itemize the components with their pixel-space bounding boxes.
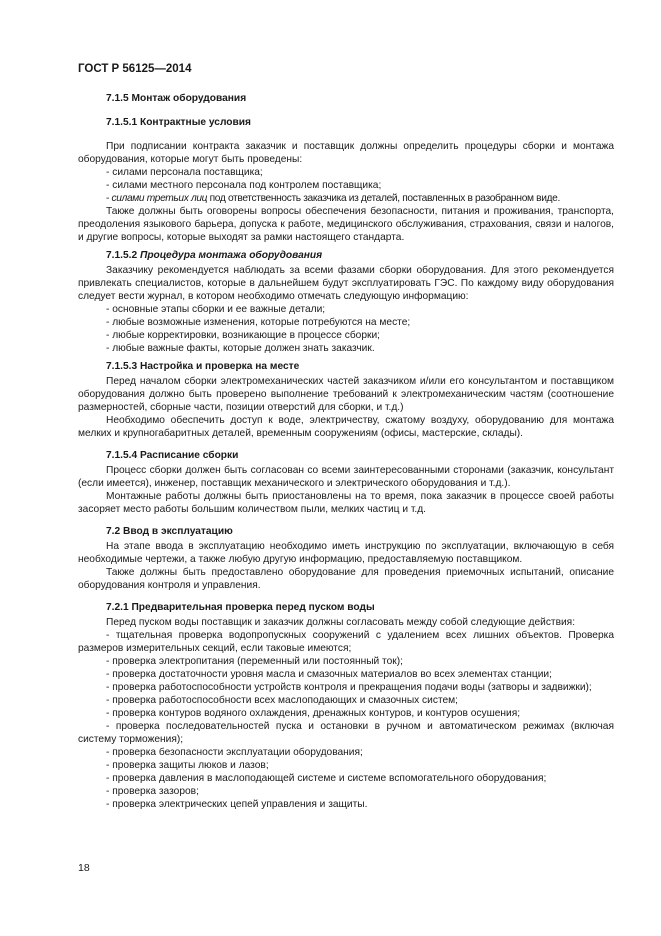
section-7-1-5-1-title: 7.1.5.1 Контрактные условия: [106, 117, 252, 128]
list-item: - проверка последовательностей пуска и остановки в ручном и автоматическом режимах (включая систему торможения);: [78, 721, 614, 745]
paragraph: При подписании контракта заказчик и поставщик должны определить процедуры сборки и монтажа оборудования, которые могут быть проведены:: [78, 141, 614, 165]
standard-header: ГОСТ Р 56125—2014: [78, 63, 192, 75]
list-item: [78, 192, 614, 205]
list-item: - проверка контуров водяного охлаждения, дренажных контуров, и контуров осушения;: [106, 708, 521, 719]
list-item: - проверка достаточности уровня масла и смазочных материалов во всех элементах станции;: [106, 669, 552, 680]
list-item: - тщательная проверка водопропускных сооружений с удалением всех лишних объектов. Проверка размеров измерительных секций, если таковые имеются;: [78, 630, 614, 654]
section-7-1-5-title: 7.1.5 Монтаж оборудования: [106, 93, 247, 104]
list-item: - любые возможные изменения, которые потребуются на месте;: [106, 317, 411, 328]
section-7-1-5-3-title: 7.1.5.3 Настройка и проверка на месте: [106, 361, 300, 372]
section-title-italic: Процедура монтажа оборудования: [140, 250, 323, 261]
list-item: - любые важные факты, которые должен знать заказчик.: [106, 343, 375, 354]
paragraph: Также должны быть оговорены вопросы обеспечения безопасности, питания и проживания, транспорта, преодоления языкового барьера, допуска к работе, медицинского обслуживания, страхования, связи и налогов, и другие вопросы, которые выходят за рамки настоящего стандарта.: [78, 206, 614, 243]
list-item: - проверка безопасности эксплуатации оборудования;: [106, 747, 363, 758]
paragraph: Процесс сборки должен быть согласован со всеми заинтересованными сторонами (заказчик, консультант (если имеется), инженер, поставщик механического и электрического оборудования и т.д.).: [78, 465, 614, 489]
section-7-1-5-2-title: [78, 249, 614, 262]
section-7-1-5-4-title: 7.1.5.4 Расписание сборки: [106, 450, 239, 461]
paragraph: Перед началом сборки электромеханических частей заказчиком и/или его консультантом и поставщиком оборудования должно быть проверено выполнение требований к электромеханическим частям (соотношение размерностей, сборные части, позиции отверстий для сборки, и т.д.): [78, 376, 614, 413]
list-item: - любые корректировки, возникающие в процессе сборки;: [106, 330, 380, 341]
paragraph: На этапе ввода в эксплуатацию необходимо иметь инструкцию по эксплуатации, включающую в себя необходимые чертежи, а также любую другую информацию, предоставляемую поставщиком.: [78, 541, 614, 565]
section-7-2-1-title: 7.2.1 Предварительная проверка перед пуском воды: [106, 602, 375, 613]
page-number: 18: [78, 862, 90, 874]
paragraph: Заказчику рекомендуется наблюдать за всеми фазами сборки оборудования. Для этого рекомендуется привлекать специалистов, которые в дальнейшем будут эксплуатировать ГЭС. По каждому виду оборудования следует вести журнал, в котором необходимо отмечать следующую информацию:: [78, 265, 614, 302]
list-item: - проверка защиты люков и лазов;: [106, 760, 269, 771]
list-item: - проверка работоспособности устройств контроля и прекращения подачи воды (затворы и задвижки);: [106, 682, 592, 693]
section-number: 7.1.5.2: [106, 250, 140, 261]
list-item: - проверка зазоров;: [106, 786, 199, 797]
document-page: [78, 62, 614, 811]
list-item: - проверка электрических цепей управления и защиты.: [106, 799, 368, 810]
paragraph: Необходимо обеспечить доступ к воде, электричеству, сжатому воздуху, оборудованию для монтажа мелких и крупногабаритных деталей, временным сооружениям (офисы, мастерские, склады).: [78, 415, 614, 439]
list-item: - проверка работоспособности всех маслоподающих и смазочных систем;: [106, 695, 458, 706]
paragraph: Монтажные работы должны быть приостановлены на то время, пока заказчик в процессе своей работы засоряет место работы большим количеством пыли, мелких частиц и т.д.: [78, 491, 614, 515]
section-7-2-title: 7.2 Ввод в эксплуатацию: [106, 526, 233, 537]
list-text: под ответственность заказчика из деталей, поставленных в разобранном виде.: [207, 193, 560, 204]
list-item: - проверка давления в маслоподающей системе и системе вспомогательного оборудования;: [106, 773, 547, 784]
paragraph: Также должны быть предоставлено оборудование для проведения приемочных испытаний, описание оборудования контроля и управления.: [78, 567, 614, 591]
italic-term: силами третьих лиц: [111, 193, 208, 204]
list-item: - проверка электропитания (переменный или постоянный ток);: [106, 656, 403, 667]
list-dash: -: [106, 193, 112, 204]
list-item: - силами персонала поставщика;: [106, 167, 263, 178]
list-item: - основные этапы сборки и ее важные детали;: [106, 304, 326, 315]
list-item: - силами местного персонала под контролем поставщика;: [106, 180, 382, 191]
paragraph: Перед пуском воды поставщик и заказчик должны согласовать между собой следующие действия:: [106, 617, 576, 628]
